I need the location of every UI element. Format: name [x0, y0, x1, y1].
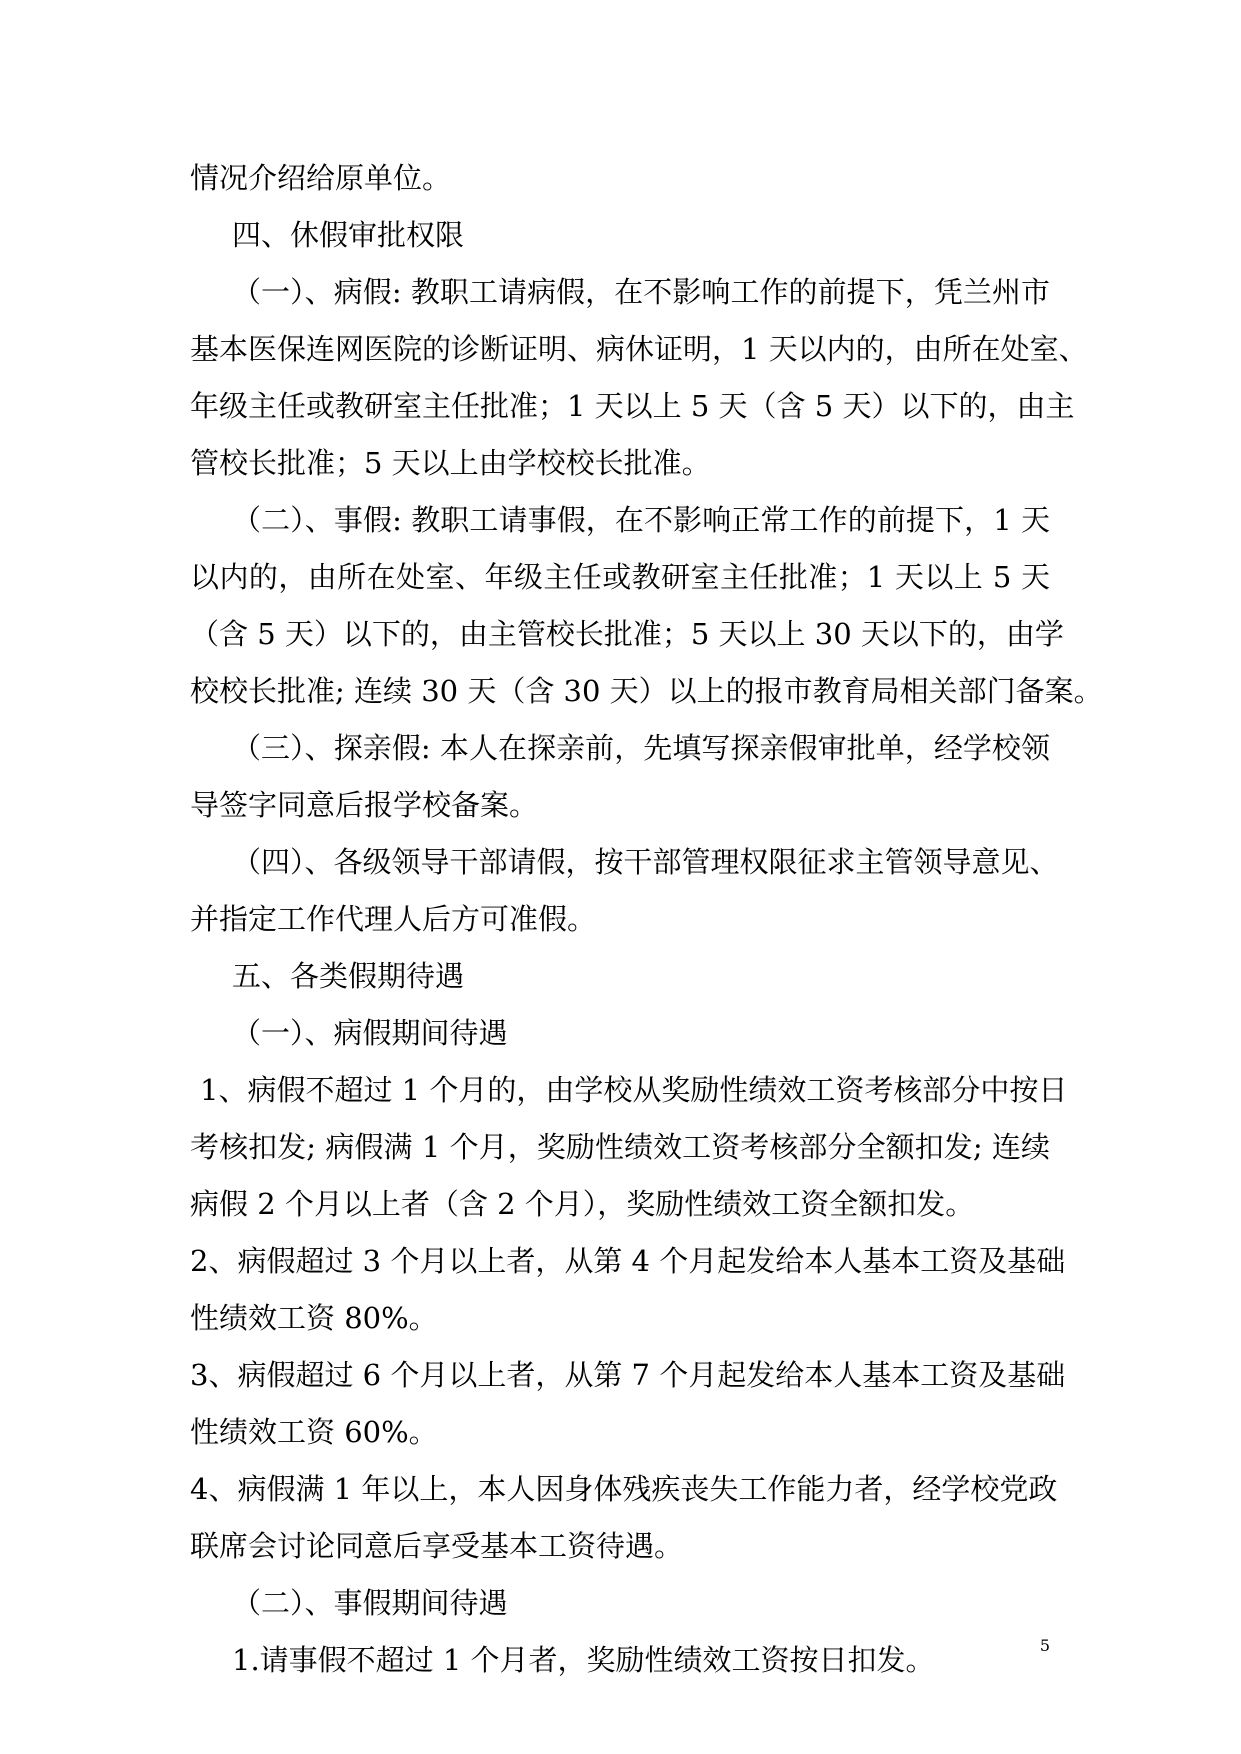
section-heading: 五、各类假期待遇	[232, 959, 465, 993]
paragraph-line: 1、病假不超过 1 个月的，由学校从奖励性绩效工资考核部分中按日	[200, 1073, 1068, 1107]
page-number: 5	[1039, 1636, 1050, 1655]
paragraph-line: （一）、病假: 教职工请病假，在不影响工作的前提下，凭兰州市	[232, 275, 1050, 309]
paragraph-line: 情况介绍给原单位。	[190, 161, 452, 195]
paragraph-line: 管校长批准；5 天以上由学校校长批准。	[190, 446, 711, 480]
paragraph-line: 4、病假满 1 年以上，本人因身体残疾丧失工作能力者，经学校党政	[190, 1472, 1058, 1506]
paragraph-line: 病假 2 个月以上者（含 2 个月），奖励性绩效工资全额扣发。	[190, 1187, 975, 1221]
paragraph-line: 导签字同意后报学校备案。	[190, 788, 539, 822]
paragraph-line: （三）、探亲假: 本人在探亲前，先填写探亲假审批单，经学校领	[232, 731, 1050, 765]
paragraph-line: 3、病假超过 6 个月以上者，从第 7 个月起发给本人基本工资及基础	[190, 1358, 1066, 1392]
section-heading: 四、休假审批权限	[232, 218, 465, 252]
subsection-heading: （二）、事假期间待遇	[232, 1586, 508, 1620]
paragraph-line: 并指定工作代理人后方可准假。	[190, 902, 597, 936]
paragraph-line: 基本医保连网医院的诊断证明、病休证明，1 天以内的，由所在处室、	[190, 332, 1088, 366]
paragraph-line: 性绩效工资 60%。	[190, 1415, 438, 1449]
paragraph-line: （四）、各级领导干部请假，按干部管理权限征求主管领导意见、	[232, 845, 1059, 879]
paragraph-line: 1.请事假不超过 1 个月者，奖励性绩效工资按日扣发。	[232, 1643, 935, 1677]
paragraph-line: 以内的，由所在处室、年级主任或教研室主任批准；1 天以上 5 天	[190, 560, 1050, 594]
paragraph-line: （含 5 天）以下的，由主管校长批准；5 天以上 30 天以下的，由学	[190, 617, 1064, 651]
paragraph-line: 2、病假超过 3 个月以上者，从第 4 个月起发给本人基本工资及基础	[190, 1244, 1066, 1278]
paragraph-line: 校校长批准; 连续 30 天（含 30 天）以上的报市教育局相关部门备案。	[190, 674, 1103, 708]
paragraph-line: 性绩效工资 80%。	[190, 1301, 438, 1335]
paragraph-line: （二）、事假: 教职工请事假，在不影响正常工作的前提下，1 天	[232, 503, 1050, 537]
paragraph-line: 联席会讨论同意后享受基本工资待遇。	[190, 1529, 684, 1563]
paragraph-line: 年级主任或教研室主任批准；1 天以上 5 天（含 5 天）以下的，由主	[190, 389, 1075, 423]
paragraph-line: 考核扣发; 病假满 1 个月，奖励性绩效工资考核部分全额扣发; 连续	[190, 1130, 1050, 1164]
subsection-heading: （一）、病假期间待遇	[232, 1016, 508, 1050]
